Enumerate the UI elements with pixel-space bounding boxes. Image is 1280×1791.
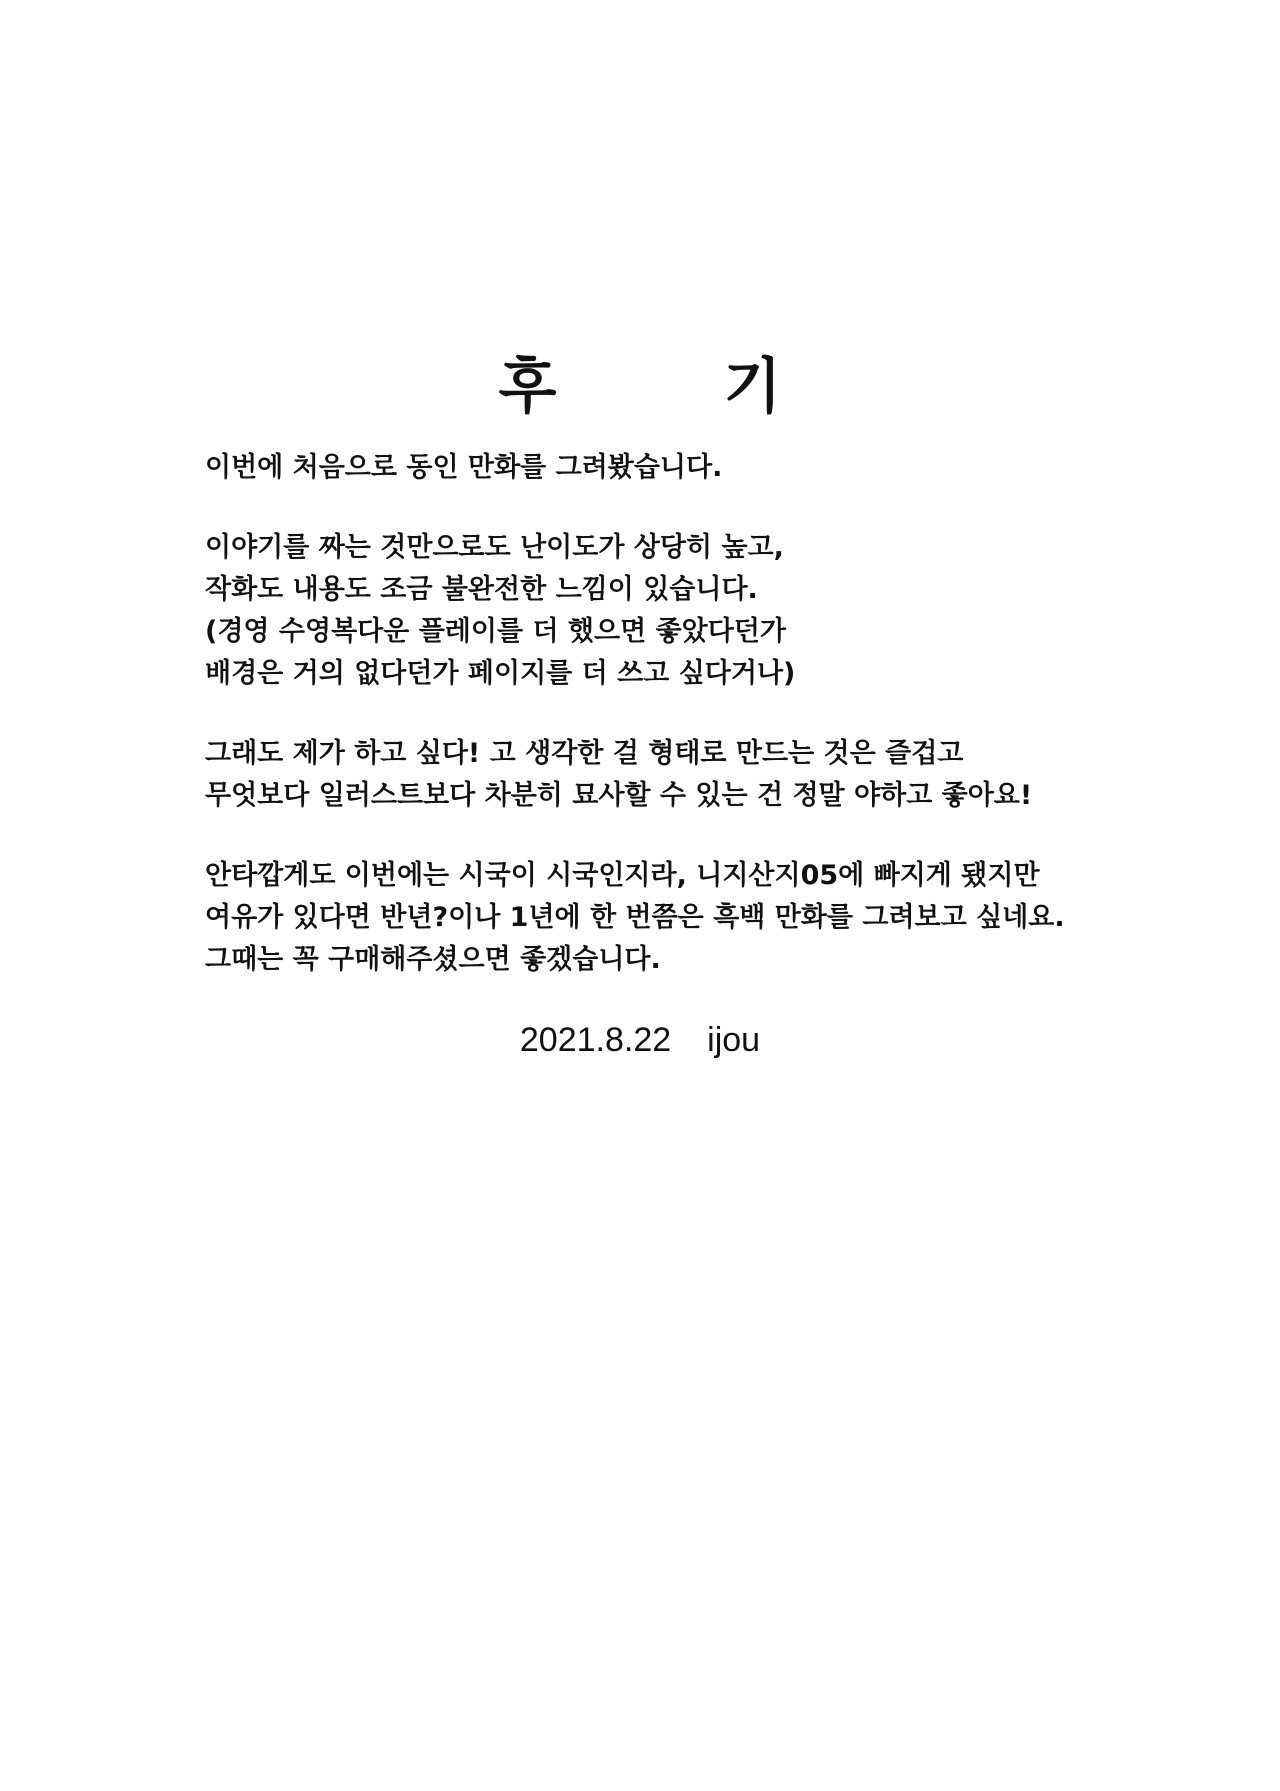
paragraph-1 — [205, 447, 1105, 489]
text-line: 무엇보다 일러스트보다 차분히 묘사할 수 있는 건 정말 야하고 좋아요! — [205, 780, 1033, 811]
text-line: 그래도 제가 하고 싶다! 고 생각한 걸 형태로 만드는 것은 즐겁고 — [205, 738, 964, 769]
text-line: (경영 수영복다운 플레이를 더 했으면 좋았다던가 — [205, 616, 786, 647]
text-line: 배경은 거의 없다던가 페이지를 더 쓰고 싶다거나) — [205, 658, 796, 689]
signature-name: ijou — [707, 1021, 761, 1059]
afterword-body — [205, 447, 1105, 1019]
text-line: 그때는 꼭 구매해주셨으면 좋겠습니다. — [205, 944, 661, 975]
text-line: 여유가 있다면 반년?이나 1년에 한 번쯤은 흑백 만화를 그려보고 싶네요. — [205, 902, 1065, 933]
signature-date: 2021.8.22 — [519, 1021, 672, 1059]
text-line: 작화도 내용도 조금 불완전한 느낌이 있습니다. — [205, 574, 758, 605]
text-line: 이번에 처음으로 동인 만화를 그려봤습니다. — [205, 452, 723, 483]
paragraph-3 — [205, 733, 1105, 817]
page-title: 후 기 — [498, 352, 782, 422]
signature — [0, 1018, 1280, 1062]
text-line: 이야기를 짜는 것만으로도 난이도가 상당히 높고, — [205, 532, 784, 563]
paragraph-2 — [205, 527, 1105, 695]
text-line: 안타깝게도 이번에는 시국이 시국인지라, 니지산지05에 빠지게 됐지만 — [205, 860, 1040, 891]
paragraph-4 — [205, 855, 1105, 981]
